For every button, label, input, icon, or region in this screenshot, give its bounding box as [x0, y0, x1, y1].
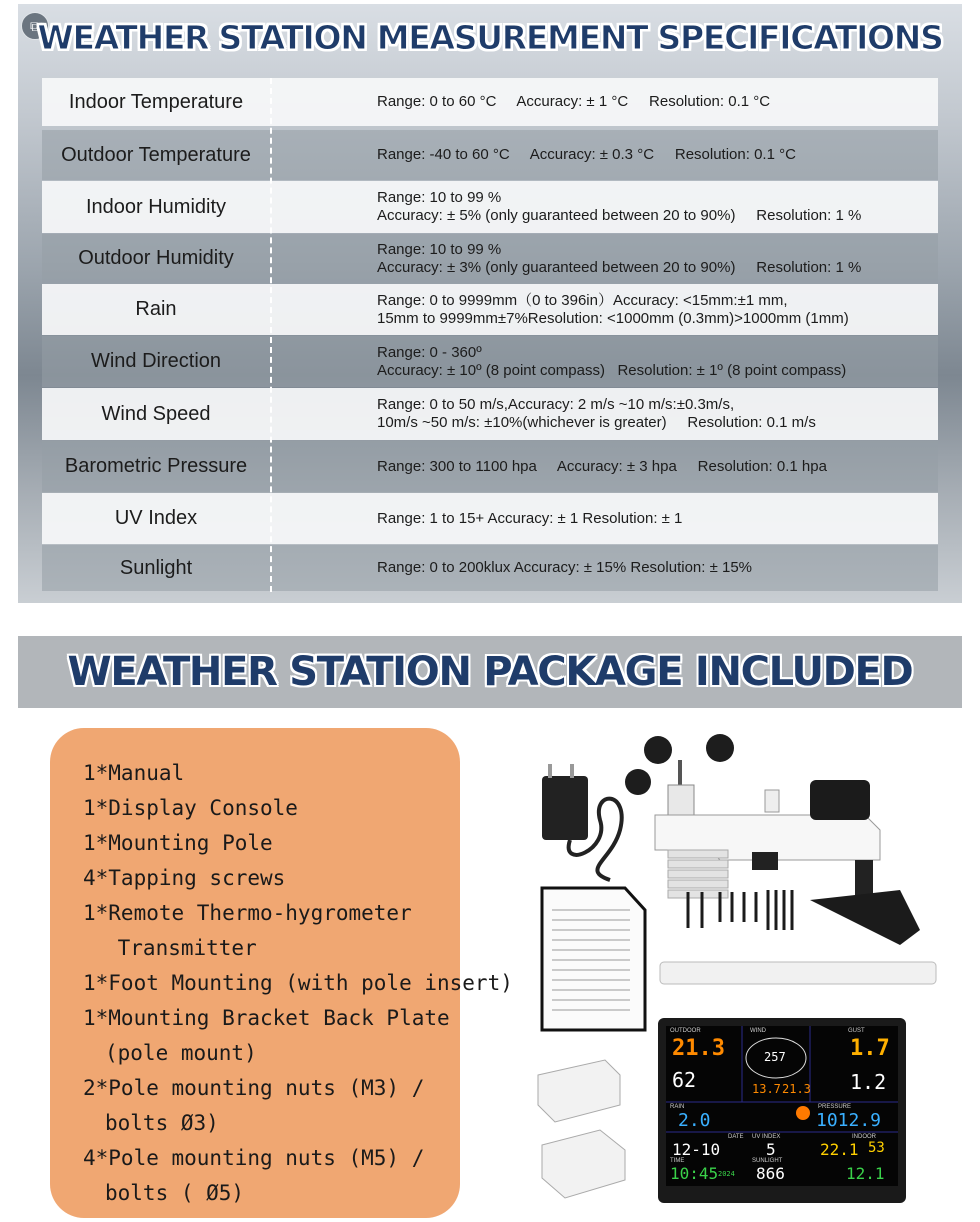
- package-item-text: 4*Tapping screws: [83, 866, 286, 890]
- spec-row: [42, 388, 938, 440]
- console-pressure-label: PRESSURE: [818, 1104, 852, 1110]
- spec-name: Sunlight: [119, 556, 193, 579]
- spec-description-line: Accuracy: ± 5% (only guaranteed between 20 to 90%) Resolution: 1 %: [377, 207, 862, 224]
- spec-description: [270, 93, 938, 111]
- spec-name: Barometric Pressure: [64, 455, 248, 477]
- package-item: [83, 861, 460, 896]
- package-list: [50, 728, 513, 1218]
- console-wind-direction: 257: [764, 1050, 786, 1064]
- package-item-continuation: bolts ( Ø5): [105, 1181, 245, 1205]
- spec-row: [42, 545, 938, 591]
- package-item-text: 4*Pole mounting nuts (M5) /: [83, 1146, 425, 1170]
- manual-icon: [542, 888, 645, 1030]
- console-pressure-value: 1012.9: [816, 1110, 882, 1131]
- package-item-text: 1*Manual: [83, 761, 185, 785]
- spec-row: [42, 181, 938, 233]
- spec-row: [42, 78, 938, 126]
- spec-name: Indoor Temperature: [68, 90, 244, 113]
- console-date-value: 12-10: [672, 1140, 721, 1159]
- mounting-bracket-icon: [538, 1060, 625, 1198]
- console-time-label: TIME: [670, 1158, 685, 1164]
- package-item-continuation: (pole mount): [105, 1041, 257, 1065]
- console-time-value: 10:45: [670, 1164, 719, 1183]
- spec-description: [270, 458, 938, 476]
- weather-sensor-icon: [625, 734, 920, 945]
- spec-description-line: Range: 0 to 60 °C Accuracy: ± 1 °C Resolution: 0.1 °C: [377, 93, 771, 110]
- spec-description-line: Range: 0 to 200klux Accuracy: ± 15% Resolution: ± 15%: [377, 559, 753, 576]
- package-item: [83, 966, 513, 1001]
- spec-description: [270, 396, 938, 432]
- spec-name: Outdoor Humidity: [78, 247, 234, 269]
- console-year-value: 2024: [718, 1170, 735, 1178]
- spec-row: [42, 336, 938, 387]
- spec-description: [270, 241, 938, 277]
- table-divider: [270, 78, 272, 592]
- spec-description-line: Range: 0 - 360º: [377, 343, 482, 361]
- spec-description: [270, 292, 938, 328]
- spec-description-line: Range: 1 to 15+ Accuracy: ± 1 Resolution: ± 1: [377, 509, 683, 527]
- console-sunlight-label: SUNLIGHT: [752, 1158, 783, 1164]
- package-item-text: 1*Remote Thermo-hygrometer: [83, 901, 412, 925]
- mounting-pole-icon: [660, 962, 936, 984]
- console-outdoor-humidity: 62: [672, 1068, 697, 1092]
- camera-icon[interactable]: ⧉: [21, 12, 49, 40]
- spec-name: Indoor Humidity: [85, 195, 227, 218]
- power-adapter-icon: [542, 764, 622, 880]
- console-wind-value-2: 21.3: [782, 1082, 811, 1096]
- console-indoor-temp: 22.1: [820, 1140, 859, 1159]
- spec-row: [42, 284, 938, 335]
- console-rain-label: RAIN: [670, 1104, 685, 1110]
- package-banner: [18, 636, 962, 708]
- spec-description: [270, 189, 938, 225]
- console-indoor-label: INDOOR: [852, 1134, 876, 1140]
- spec-name: UV Index: [114, 507, 198, 529]
- package-item-continuation: Transmitter: [105, 936, 257, 960]
- spec-row: [42, 441, 938, 492]
- spec-description-line: Accuracy: ± 3% (only guaranteed between 20 to 90%) Resolution: 1 %: [377, 258, 862, 276]
- console-outdoor-label: OUTDOOR: [670, 1028, 701, 1034]
- spec-name: Rain: [135, 298, 177, 320]
- console-dewpoint-value: 12.1: [846, 1164, 885, 1183]
- spec-description: [270, 510, 938, 528]
- spec-description-line: Range: -40 to 60 °C Accuracy: ± 0.3 °C Resolution: 0.1 °C: [377, 146, 796, 163]
- spec-row: [42, 234, 938, 283]
- console-average-wind: 1.2: [850, 1070, 887, 1094]
- console-wind-label: WIND: [750, 1028, 766, 1034]
- spec-description: [270, 344, 938, 380]
- spec-description-line: Range: 0 to 9999mm（0 to 396in）Accuracy: <15mm:±1 mm,: [377, 291, 788, 309]
- package-item: [83, 1141, 460, 1211]
- package-item: [83, 1071, 460, 1141]
- console-date-label: DATE: [728, 1134, 744, 1140]
- console-outdoor-temp: 21.3: [672, 1036, 725, 1061]
- package-item-continuation: bolts Ø3): [105, 1111, 219, 1135]
- console-rain-value: 2.0: [678, 1110, 711, 1131]
- spec-name: Wind Speed: [101, 402, 211, 425]
- package-item: [83, 896, 460, 966]
- package-item: [83, 756, 460, 791]
- package-title: WEATHER STATION PACKAGE INCLUDED: [67, 649, 913, 695]
- package-item-text: 2*Pole mounting nuts (M3) /: [83, 1076, 425, 1100]
- package-item-text: 1*Mounting Bracket Back Plate: [83, 1006, 450, 1030]
- specifications-title: WEATHER STATION MEASUREMENT SPECIFICATIONS: [37, 18, 943, 57]
- package-item: [83, 791, 460, 826]
- spec-description-line: Range: 300 to 1100 hpa Accuracy: ± 3 hpa Resolution: 0.1 hpa: [377, 457, 827, 475]
- spec-description: [270, 146, 938, 164]
- spec-description: [270, 559, 938, 577]
- console-gust-label: GUST: [848, 1028, 865, 1034]
- spec-name: Wind Direction: [90, 350, 222, 372]
- spec-name: Outdoor Temperature: [61, 143, 251, 166]
- console-gust-value: 1.7: [850, 1036, 890, 1061]
- product-illustration: [520, 730, 960, 1220]
- console-sunlight-value: 866: [756, 1164, 785, 1183]
- spec-description-line: Range: 10 to 99 %: [377, 240, 502, 258]
- console-uv-value: 5: [766, 1140, 776, 1159]
- spec-description-line: 15mm to 9999mm±7%Resolution: <1000mm (0.3mm)>1000mm (1mm): [377, 309, 849, 327]
- package-item-text: 1*Foot Mounting (with pole insert): [83, 971, 513, 995]
- package-item: [83, 826, 460, 861]
- package-item-text: 1*Display Console: [83, 796, 298, 820]
- spec-description-line: Range: 0 to 50 m/s,Accuracy: 2 m/s ~10 m/s:±0.3m/s,: [377, 396, 735, 413]
- spec-description-line: 10m/s ~50 m/s: ±10%(whichever is greater) Resolution: 0.1 m/s: [377, 414, 816, 431]
- spec-description-line: Range: 10 to 99 %: [377, 189, 502, 206]
- console-uv-label: UV INDEX: [752, 1134, 781, 1140]
- package-item: [83, 1001, 460, 1071]
- spec-row: [42, 130, 938, 180]
- specifications-panel: [18, 4, 962, 603]
- package-item-text: 1*Mounting Pole: [83, 831, 273, 855]
- spec-description-line: Accuracy: ± 10º (8 point compass) Resolution: ± 1º (8 point compass): [377, 361, 847, 379]
- console-indoor-humidity: 53: [868, 1140, 885, 1156]
- console-wind-value-1: 13.7: [752, 1082, 781, 1096]
- spec-row: [42, 493, 938, 544]
